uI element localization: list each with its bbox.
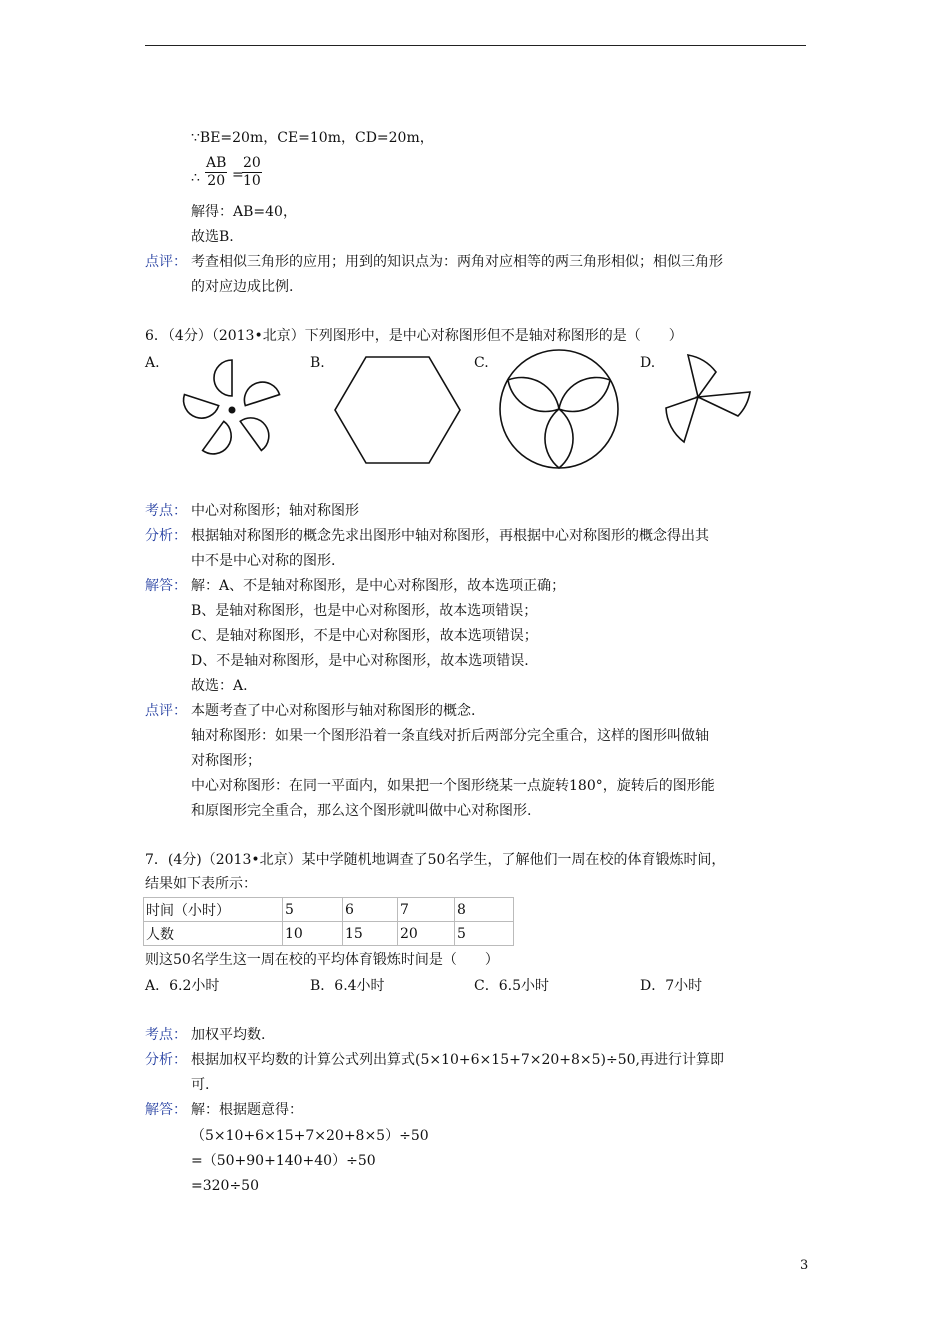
q6-option-d-label: D. xyxy=(640,355,656,371)
q6-dianping-text: 本题考查了中心对称图形与轴对称图形的概念. xyxy=(191,703,476,719)
q6-dianping-text: 轴对称图形：如果一个图形沿着一条直线对折后两部分完全重合，这样的图形叫做轴 xyxy=(191,728,709,744)
fraction-denominator: 20 xyxy=(207,173,226,189)
q6-option-c-label: C. xyxy=(474,355,489,371)
q6-jieda-text: 解：A、不是轴对称图形，是中心对称图形，故本选项正确； xyxy=(191,578,566,594)
q7-jieda-text: =（50+90+140+40）÷50 xyxy=(191,1153,376,1169)
fraction-ab-20 xyxy=(205,155,227,190)
q7-jieda-text: （5×10+6×15+7×20+8×5）÷50 xyxy=(191,1128,429,1144)
choose-line: 故选B. xyxy=(191,229,234,245)
q6-stem: 6．（4分）（2013•北京）下列图形中，是中心对称图形但不是轴对称图形的是（ ） xyxy=(145,328,683,344)
q7-option-d: D．7小时 xyxy=(640,978,703,994)
q7-stem: 结果如下表所示： xyxy=(145,876,257,892)
fraction-numerator: AB xyxy=(206,155,227,171)
q7-jieda-label: 解答： xyxy=(145,1102,187,1118)
q6-dianping-text: 和原图形完全重合，那么这个图形就叫做中心对称图形. xyxy=(191,803,532,819)
q7-jieda-text: =320÷50 xyxy=(191,1178,259,1194)
table-cell: 6 xyxy=(343,898,398,922)
fraction-20-10 xyxy=(242,155,262,190)
q6-option-a-label: A. xyxy=(145,355,160,371)
table-cell: 10 xyxy=(283,922,343,946)
fraction-numerator: 20 xyxy=(243,155,261,171)
therefore-symbol: ∴ xyxy=(191,170,200,186)
q6-jieda-text: B、是轴对称图形，也是中心对称图形，故本选项错误； xyxy=(191,603,538,619)
q7-fenxi-text: 可. xyxy=(191,1077,210,1093)
header-rule xyxy=(145,45,806,46)
table-cell: 人数 xyxy=(144,922,283,946)
table-row xyxy=(144,898,514,922)
q7-option-b: B．6.4小时 xyxy=(310,978,385,994)
q7-fenxi-text: 根据加权平均数的计算公式列出算式(5×10+6×15+7×20+8×5)÷50,再进行计算即 xyxy=(191,1052,725,1068)
table-cell: 时间（小时） xyxy=(144,898,283,922)
table-cell: 5 xyxy=(455,922,514,946)
q7-kaodian-label: 考点： xyxy=(145,1027,187,1043)
q6-jieda-text: 故选：A. xyxy=(191,678,248,694)
q7-question: 则这50名学生这一周在校的平均体育锻炼时间是（ ） xyxy=(145,952,499,968)
q6-dianping-text: 中心对称图形：在同一平面内，如果把一个图形绕某一点旋转180°，旋转后的图形能 xyxy=(191,778,715,794)
table-row xyxy=(144,922,514,946)
q7-option-a: A．6.2小时 xyxy=(145,978,220,994)
equals-sign: = xyxy=(232,167,244,183)
q6-jieda-text: D、不是轴对称图形，是中心对称图形，故本选项错误. xyxy=(191,653,529,669)
q6-fenxi-text: 中不是中心对称的图形. xyxy=(191,553,336,569)
figure-c-circle-petals xyxy=(497,347,622,472)
table-cell: 15 xyxy=(343,922,398,946)
q7-jieda-text: 解：根据题意得： xyxy=(191,1102,303,1118)
q7-stem: 7．(4分)（2013•北京）某中学随机地调查了50名学生，了解他们一周在校的体育锻炼时间， xyxy=(145,852,726,868)
q6-fenxi-text: 根据轴对称图形的概念先求出图形中轴对称图形，再根据中心对称图形的概念得出其 xyxy=(191,528,709,544)
figure-d-three-blades xyxy=(658,350,763,450)
table-cell: 5 xyxy=(283,898,343,922)
q7-fenxi-label: 分析： xyxy=(145,1052,187,1068)
comment-text: 考查相似三角形的应用；用到的知识点为：两角对应相等的两三角形相似；相似三角形 xyxy=(191,254,723,270)
table-cell: 7 xyxy=(398,898,455,922)
solve-line: 解得：AB=40， xyxy=(191,204,297,220)
q6-dianping-text: 对称图形； xyxy=(191,753,261,769)
q6-jieda-label: 解答： xyxy=(145,578,187,594)
comment-text: 的对应边成比例. xyxy=(191,279,294,295)
table-cell: 20 xyxy=(398,922,455,946)
q6-fenxi-label: 分析： xyxy=(145,528,187,544)
q7-kaodian-text: 加权平均数. xyxy=(191,1027,266,1043)
q6-jieda-text: C、是轴对称图形，不是中心对称图形，故本选项错误； xyxy=(191,628,538,644)
q6-kaodian-label: 考点： xyxy=(145,503,187,519)
fraction-denominator: 10 xyxy=(243,173,261,189)
figure-b-hexagon xyxy=(330,352,465,470)
given-line: ∵BE=20m，CE=10m，CD=20m， xyxy=(191,130,434,146)
page-number: 3 xyxy=(800,1258,809,1273)
q6-dianping-label: 点评： xyxy=(145,703,187,719)
table-cell: 8 xyxy=(455,898,514,922)
q7-option-c: C．6.5小时 xyxy=(474,978,549,994)
q6-kaodian-text: 中心对称图形；轴对称图形 xyxy=(191,503,359,519)
q7-data-table xyxy=(143,897,514,946)
figure-a-pinwheel xyxy=(162,352,302,472)
q6-option-b-label: B. xyxy=(310,355,325,371)
comment-label: 点评： xyxy=(145,254,187,270)
